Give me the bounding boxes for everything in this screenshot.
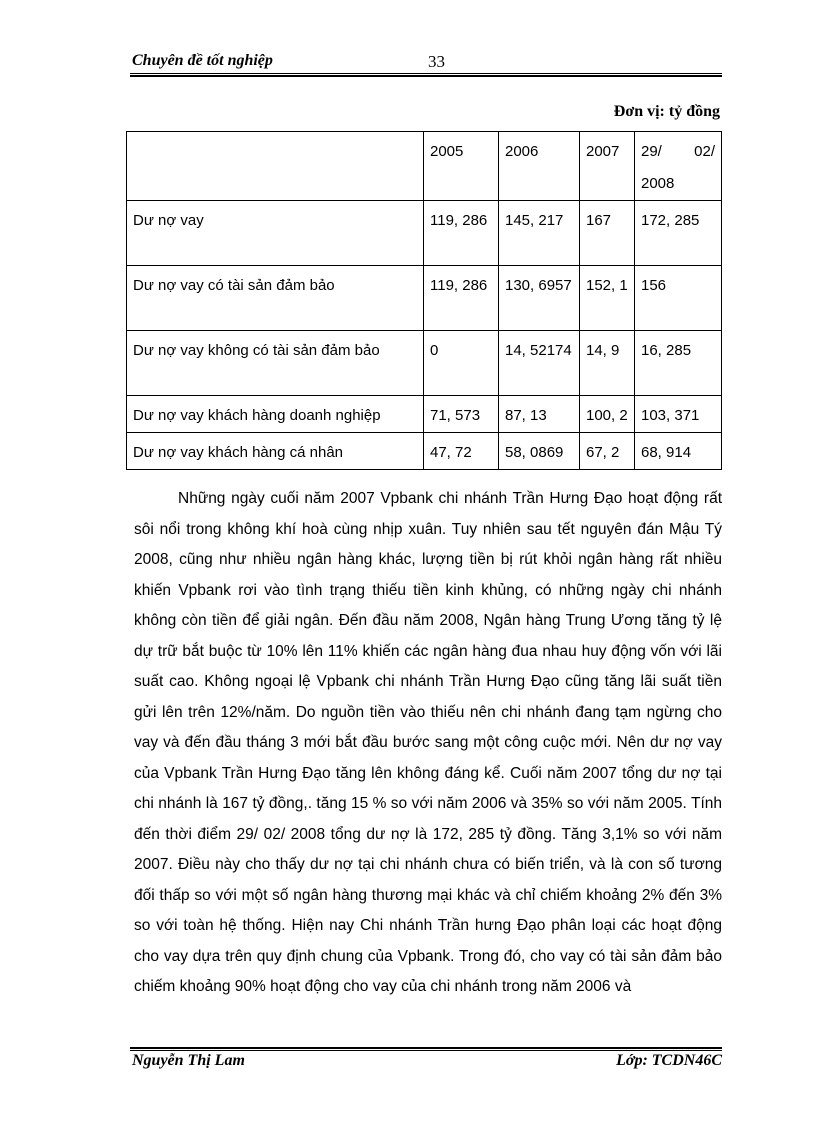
table-cell: 119, 286 [424, 201, 499, 266]
table-cell: 172, 285 [635, 201, 722, 266]
table-cell: 156 [635, 266, 722, 331]
table-cell: 87, 13 [499, 396, 580, 433]
body-text [134, 484, 722, 1003]
author-name: Nguyễn Thị Lam [132, 1052, 245, 1069]
table-header-cell [635, 132, 722, 201]
table-cell: 16, 285 [635, 331, 722, 396]
table-cell: 71, 573 [424, 396, 499, 433]
row-label: Dư nợ vay khách hàng cá nhân [127, 433, 424, 470]
row-label: Dư nợ vay có tài sản đảm bảo [127, 266, 424, 331]
table-cell: 68, 914 [635, 433, 722, 470]
table-row [127, 266, 722, 331]
table-cell: 67, 2 [580, 433, 635, 470]
table-cell: 152, 1 [580, 266, 635, 331]
table-cell: 130, 6957 [499, 266, 580, 331]
table-cell: 103, 371 [635, 396, 722, 433]
table-cell: 0 [424, 331, 499, 396]
paragraph: Những ngày cuối năm 2007 Vpbank chi nhánh Trần Hưng Đạo hoạt động rất sôi nổi trong không khí hoà cùng nhịp xuân. Tuy nhiên sau tết nguyên đán Mậu Tý 2008, cũng như nhiều ngân hàng khác, lượng tiền bị rút khỏi ngân hàng rất nhiều khiến Vpbank rơi vào tình trạng thiếu tiền kinh khủng, có những ngày chi nhánh không còn tiền để giải ngân. Đến đầu năm 2008, Ngân hàng Trung Ương tăng tỷ lệ dự trữ bắt buộc từ 10% lên 11% khiến các ngân hàng đua nhau huy động vốn với lãi suất cao. Không ngoại lệ Vpbank chi nhánh Trần Hưng Đạo cũng tăng lãi suất tiền gửi lên trên 12%/năm. Do nguồn tiền vào thiếu nên chi nhánh đang tạm ngừng cho vay và đến đầu tháng 3 mới bắt đầu bước sang một công cuộc mới. Nên dư nợ vay của Vpbank Trần Hưng Đạo tăng lên không đáng kể. Cuối năm 2007 tổng dư nợ tại chi nhánh là 167 tỷ đồng,. tăng 15 % so với năm 2006 và 35% so với năm 2005. Tính đến thời điểm 29/ 02/ 2008 tổng dư nợ là 172, 285 tỷ đồng. Tăng 3,1% so với năm 2007. Điều này cho thấy dư nợ tại chi nhánh chưa có biến triển, và là con số tương đối thấp so với một số ngân hàng thương mại khác và chỉ chiếm khoảng 2% đến 3% so với toàn hệ thống. Hiện nay Chi nhánh Trần hưng Đạo phân loại các hoạt động cho vay dựa trên quy định chung của Vpbank. Trong đó, cho vay có tài sản đảm bảo chiếm khoảng 90% hoạt động cho vay của chi nhánh trong năm 2006 và [134, 490, 722, 995]
row-label: Dư nợ vay khách hàng doanh nghiệp [127, 396, 424, 433]
unit-label: Đơn vị: tỷ đồng [613, 103, 720, 120]
row-label: Dư nợ vay [127, 201, 424, 266]
table-header-cell [127, 132, 424, 201]
table-row [127, 331, 722, 396]
row-label: Dư nợ vay không có tài sản đảm bảo [127, 331, 424, 396]
table-cell: 167 [580, 201, 635, 266]
footer-divider [130, 1047, 722, 1051]
date-header [641, 136, 715, 168]
table-cell: 58, 0869 [499, 433, 580, 470]
class-label: Lớp: TCDN46C [616, 1052, 722, 1069]
table-header-cell: 2006 [499, 132, 580, 201]
table-header-row [127, 132, 722, 201]
table-row [127, 433, 722, 470]
table-header-cell: 2005 [424, 132, 499, 201]
header-divider [130, 73, 722, 77]
date-part: 2008 [641, 175, 675, 192]
table-cell: 47, 72 [424, 433, 499, 470]
table-cell: 14, 9 [580, 331, 635, 396]
table-cell: 100, 2 [580, 396, 635, 433]
table-row [127, 396, 722, 433]
document-title: Chuyên đề tốt nghiệp [132, 52, 273, 69]
table-header-cell: 2007 [580, 132, 635, 201]
loan-table [126, 131, 722, 470]
date-part: 02/ [694, 143, 715, 160]
page-number: 33 [428, 52, 445, 71]
table-cell: 14, 52174 [499, 331, 580, 396]
date-part: 29/ [641, 143, 662, 160]
table-cell: 119, 286 [424, 266, 499, 331]
table-row [127, 201, 722, 266]
table-cell: 145, 217 [499, 201, 580, 266]
